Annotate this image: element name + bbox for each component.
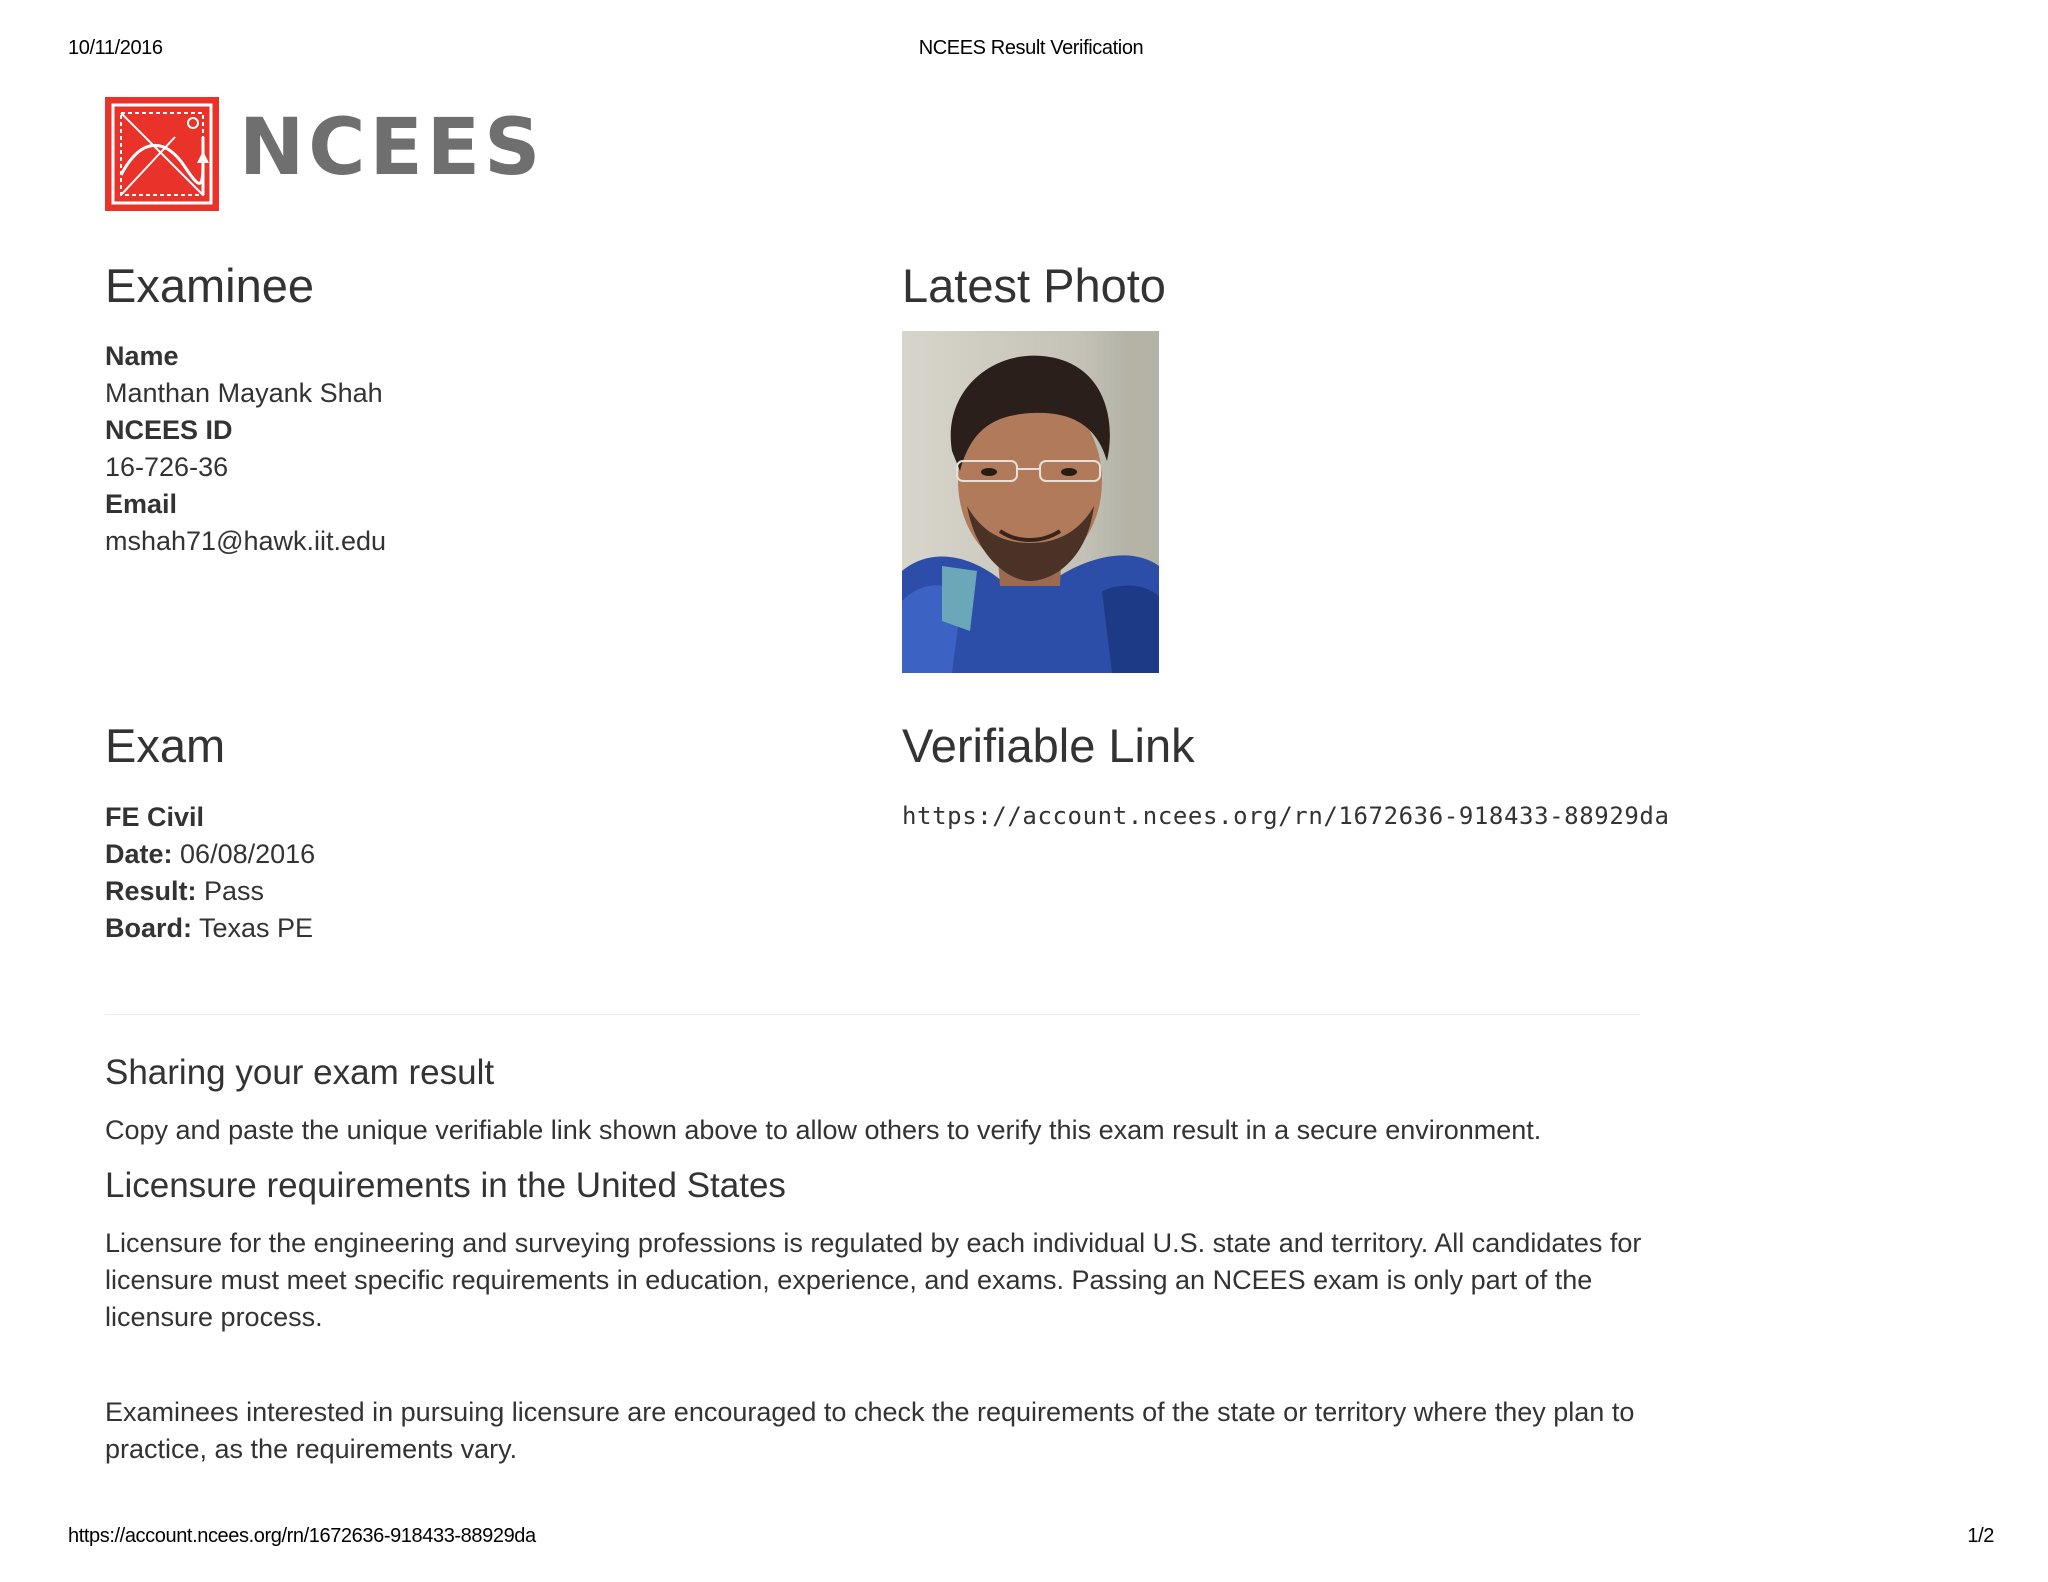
print-date: 10/11/2016 — [68, 37, 163, 59]
sharing-text: Copy and paste the unique verifiable link shown above to allow others to verify this exam result in a secure environment. — [105, 1115, 1542, 1145]
exam-date-value: 06/08/2016 — [180, 839, 316, 869]
examinee-photo — [902, 331, 1159, 673]
print-footer — [68, 1525, 1994, 1551]
ncees-logo-mark-icon — [105, 97, 219, 211]
ncees-id-label: NCEES ID — [105, 415, 233, 445]
exam-result-label: Result: — [105, 876, 197, 906]
print-title: NCEES Result Verification — [918, 37, 1144, 59]
exam-date-label: Date: — [105, 839, 173, 869]
ncees-logo — [105, 97, 545, 212]
email-value: mshah71@hawk.iit.edu — [105, 526, 387, 556]
exam-board-value: Texas PE — [199, 913, 314, 943]
print-page-number: 1/2 — [1967, 1525, 1994, 1547]
sharing-heading: Sharing your exam result — [105, 1053, 495, 1092]
licensure-paragraph-1: Licensure for the engineering and surveying professions is regulated by each individual U.S. state and territory. All candidates for licensure must meet specific requirements in education, experience, and exams. Passing an NCEES exam is only part of the licensure process. — [105, 1228, 1642, 1332]
verifiable-link-url[interactable]: https://account.ncees.org/rn/1672636-918433-88929da — [902, 802, 1670, 830]
examinee-details — [105, 338, 865, 560]
exam-board-row — [105, 910, 865, 947]
examinee-photo-image — [902, 331, 1159, 673]
licensure-paragraph-2: Examinees interested in pursuing licensure are encouraged to check the requirements of the state or territory where they plan to practice, as the requirements vary. — [105, 1397, 1635, 1464]
name-label: Name — [105, 341, 179, 371]
print-header — [68, 37, 1994, 63]
exam-result-value: Pass — [204, 876, 265, 906]
verifiable-link-heading: Verifiable Link — [902, 719, 1195, 772]
examinee-name: Manthan Mayank Shah — [105, 378, 383, 408]
email-label: Email — [105, 489, 178, 519]
exam-heading: Exam — [105, 719, 226, 772]
section-divider — [105, 1014, 1640, 1015]
ncees-id-value: 16-726-36 — [105, 452, 229, 482]
exam-board-label: Board: — [105, 913, 192, 943]
exam-result-row — [105, 873, 865, 910]
print-footer-url: https://account.ncees.org/rn/1672636-918433-88929da — [68, 1525, 536, 1547]
latest-photo-heading: Latest Photo — [902, 259, 1166, 312]
ncees-logo-text: NCEES — [239, 103, 545, 193]
exam-details — [105, 799, 865, 947]
exam-name: FE Civil — [105, 802, 205, 832]
licensure-heading: Licensure requirements in the United States — [105, 1166, 786, 1205]
exam-date-row — [105, 836, 865, 873]
examinee-heading: Examinee — [105, 259, 314, 312]
